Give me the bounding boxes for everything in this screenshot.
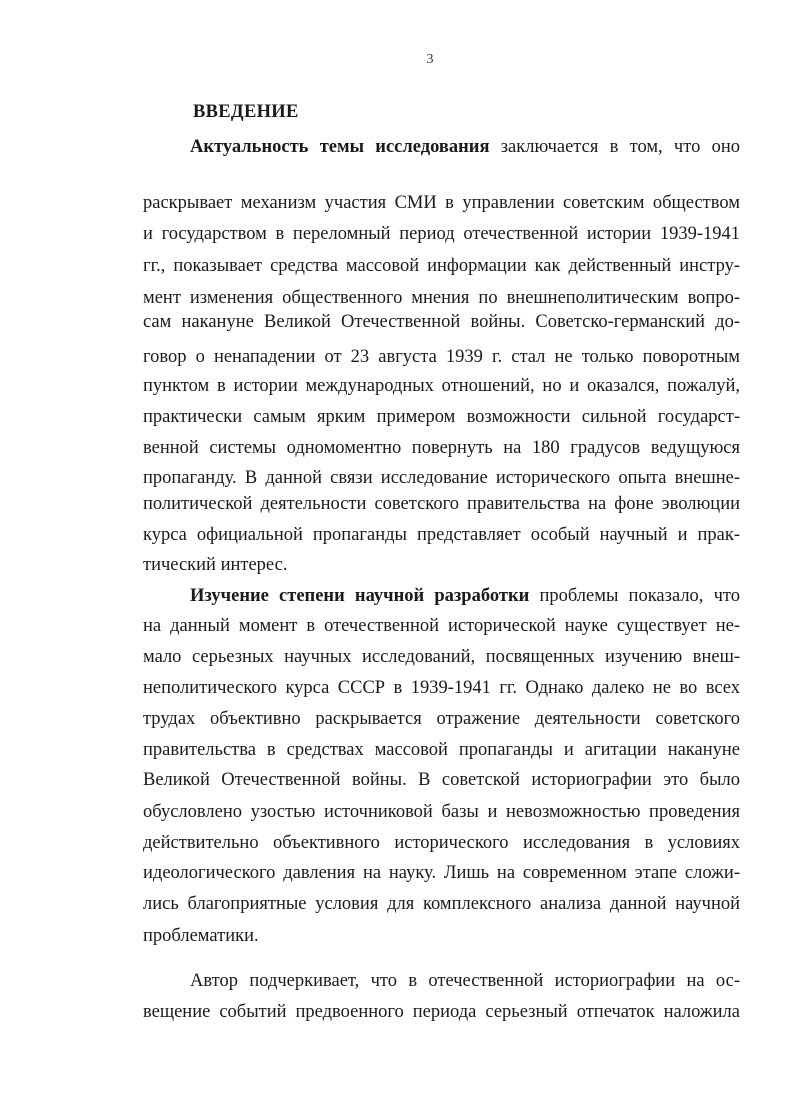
paragraph-2-line-8: действительно объективного исторического исследования в условиях [143,833,740,853]
paragraph-3-line-0: Автор подчеркивает, что в отечественной историографии на ос- [190,971,740,991]
paragraph-2-line-9: идеологического давления на науку. Лишь на современном этапе сложи- [143,863,740,883]
paragraph-1-line-8: практически самым ярким примером возможности сильной государст- [143,407,740,427]
paragraph-2-line-5: правительства в средствах массовой пропаганды и агитации накануне [143,740,740,760]
paragraph-1-line-12: курса официальной пропаганды представляет особый научный и прак- [143,525,740,545]
paragraph-1-line-9: венной системы одномоментно повернуть на 180 градусов ведущуюся [143,438,740,458]
paragraph-2-lead-bold: Изучение степени научной разработки [190,586,530,606]
paragraph-1-line-6: говор о ненападении от 23 августа 1939 г. стал не только поворотным [143,347,740,367]
paragraph-3-line-1: вещение событий предвоенного периода серьезный отпечаток наложила [143,1002,740,1022]
paragraph-1-line-4: мент изменения общественного мнения по внешнеполитическим вопро- [143,288,740,308]
paragraph-2-line-3: неполитического курса СССР в 1939-1941 гг. Однако далеко не во всех [143,678,740,698]
paragraph-1-lead-rest: заключается в том, что оно [489,137,740,157]
paragraph-2-line-7: обусловлено узостью источниковой базы и невозможностью проведения [143,802,740,822]
paragraph-1-line-2: и государством в переломный период отечественной истории 1939-1941 [143,224,740,244]
paragraph-2-line-2: мало серьезных научных исследований, посвященных изучению внеш- [143,647,740,667]
section-heading: ВВЕДЕНИЕ [193,102,299,122]
paragraph-1-line-5: сам накануне Великой Отечественной войны. Советско-германский до- [143,312,740,332]
paragraph-1-line-11: политической деятельности советского правительства на фоне эволюции [143,494,740,514]
paragraph-1-line-7: пунктом в истории международных отношений, но и оказался, пожалуй, [143,376,740,396]
paragraph-2-lead-rest: проблемы показало, что [529,586,740,606]
paragraph-1-line-10: пропаганду. В данной связи исследование исторического опыта внешне- [143,468,740,488]
page-number: 3 [426,52,434,67]
paragraph-1-line-3: гг., показывает средства массовой информации как действенный инстру- [143,256,740,276]
paragraph-1-line-1: раскрывает механизм участия СМИ в управлении советским обществом [143,193,740,213]
paragraph-2-line-4: трудах объективно раскрывается отражение деятельности советского [143,709,740,729]
paragraph-2-line-0 [190,584,740,608]
paragraph-2-line-10: лись благоприятные условия для комплексного анализа данной научной [143,894,740,914]
paragraph-2-line-1: на данный момент в отечественной исторической науке существует не- [143,616,740,636]
paragraph-1-lead-bold: Актуальность темы исследования [190,137,490,157]
paragraph-1-line-0 [190,135,740,159]
paragraph-2-line-6: Великой Отечественной войны. В советской историографии это было [143,770,740,790]
paragraph-1-line-13: тический интерес. [143,555,288,575]
paragraph-2-line-11: проблематики. [143,926,259,946]
